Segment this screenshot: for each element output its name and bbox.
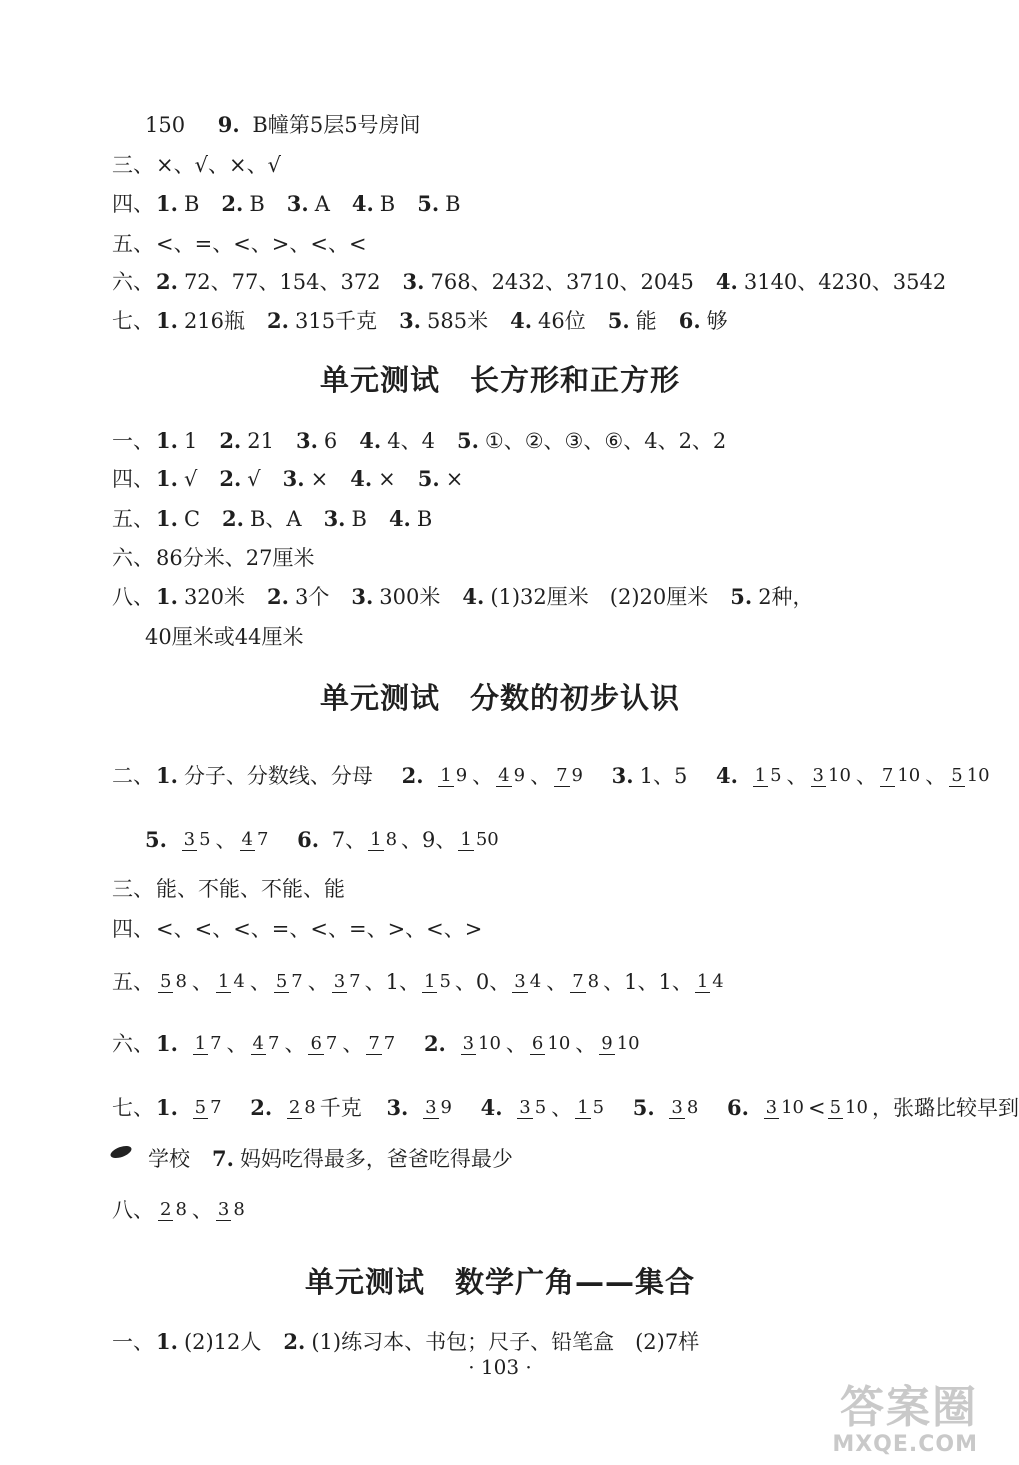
s1-line-liu: 六、86分米、27厘米 <box>112 545 315 570</box>
page-number: · 103 · <box>468 1355 532 1379</box>
fraction: 2 8 <box>288 1096 316 1118</box>
line-si: 四、1. B 2. B 3. A 4. B 5. B <box>112 190 461 216</box>
s1-line-ba: 八、1. 320米 2. 3个 3. 300米 4. (1)32厘米 (2)20厘米 5. 2种， <box>112 583 814 609</box>
section-title-fractions: 单元测试 分数的初步认识 <box>319 681 680 715</box>
fraction: 3 8 <box>671 1096 699 1118</box>
fraction: 3 5 <box>183 828 211 850</box>
fraction: 1 5 <box>754 764 782 786</box>
s3-line-yi: 一、1. (2)12人 2. (1)练习本、书包；尺子、铅笔盒 (2)7样 <box>112 1328 700 1354</box>
s2-line-qi-cont: 学校 7. 妈妈吃得最多，爸爸吃得最少 <box>148 1145 513 1171</box>
fraction: 5 7 <box>194 1096 222 1118</box>
fraction: 9 10 <box>601 1032 640 1054</box>
fraction: 7 8 <box>572 970 600 992</box>
fraction: 3 7 <box>333 970 361 992</box>
s1-line-si: 四、1. √ 2. √ 3. × 4. × 5. × <box>112 465 464 491</box>
line-liu: 六、2. 72、77、154、372 3. 768、2432、3710、2045 4. 3140、4230、3542 <box>112 268 947 294</box>
s1-line-wu: 五、1. C 2. B、A 3. B 4. B <box>112 505 433 531</box>
line-wu: 五、<、=、<、>、<、< <box>112 231 367 256</box>
fraction: 3 10 <box>812 764 851 786</box>
line-continuation-9: 150 9. B幢第5层5号房间 <box>145 111 421 137</box>
fraction: 5 10 <box>951 764 990 786</box>
section-title-rectangles: 单元测试 长方形和正方形 <box>319 363 680 397</box>
fraction: 1 9 <box>440 764 468 786</box>
ink-mark <box>109 1144 133 1161</box>
fraction: 2 8 <box>160 1198 187 1220</box>
fraction: 1 8 <box>370 828 398 850</box>
s2-line-si: 四、<、<、<、=、<、=、>、<、> <box>112 916 483 941</box>
s2-line-ba: 八、 2 8 、 3 8 <box>112 1197 245 1222</box>
fraction: 7 9 <box>556 764 583 786</box>
fraction: 5 7 <box>275 970 303 992</box>
fraction: 1 5 <box>424 970 451 992</box>
fraction: 1 7 <box>194 1032 222 1054</box>
fraction: 4 9 <box>498 764 526 786</box>
s2-line-wu: 五、 5 8 、 1 4 、 5 7 、 3 7 、1、 1 5 、0、 3 4 、 7 8 、1、1、 1 4 <box>112 969 724 994</box>
s2-line-qi: 七、1. 5 7 2. 2 8 千克 3. 3 9 4. 3 5 、 1 5 5. 3 8 6. 3 10 < 5 10 ，张璐比较早到 <box>112 1094 1019 1120</box>
watermark-en: MXQE.COM <box>832 1432 978 1457</box>
fraction: 3 4 <box>514 970 542 992</box>
fraction: 6 7 <box>310 1032 338 1054</box>
fraction: 7 7 <box>368 1032 396 1054</box>
fraction: 5 8 <box>160 970 187 992</box>
fraction: 1 5 <box>577 1096 605 1118</box>
fraction: 1 4 <box>217 970 245 992</box>
fraction: 7 10 <box>881 764 921 786</box>
s1-line-ba-cont: 40厘米或44厘米 <box>145 624 304 649</box>
section-title-sets: 单元测试 数学广角——集合 <box>304 1265 695 1299</box>
fraction: 3 10 <box>462 1032 501 1054</box>
watermark-cn: 答案圈 <box>840 1382 978 1433</box>
fraction: 1 50 <box>460 828 499 850</box>
fraction: 4 7 <box>252 1032 280 1054</box>
s2-line-san: 三、能、不能、不能、能 <box>112 876 345 901</box>
line-qi: 七、1. 216瓶 2. 315千克 3. 585米 4. 46位 5. 能 6. 够 <box>112 307 728 333</box>
fraction: 3 5 <box>519 1096 547 1118</box>
fraction: 3 8 <box>217 1198 245 1220</box>
fraction: 5 10 <box>829 1096 868 1118</box>
fraction: 1 4 <box>696 970 724 992</box>
watermark <box>832 1383 978 1457</box>
line-san: 三、×、√、×、√ <box>112 152 281 177</box>
fraction: 3 9 <box>425 1096 452 1118</box>
s1-line-yi: 一、1. 1 2. 21 3. 6 4. 4、4 5. ①、②、③、⑥、4、2、2 <box>112 427 727 453</box>
fraction: 3 10 <box>765 1096 804 1118</box>
s2-line-er: 二、1. 分子、分数线、分母 2. 1 9 、 4 9 、 7 9 3. 1、5 4. 1 5 、 3 10 、 7 10 、 5 10 <box>112 762 990 788</box>
s2-line-er-cont: 5. 3 5 、 4 7 6. 7、 1 8 、9、 1 50 <box>145 826 499 852</box>
fraction: 6 10 <box>531 1032 571 1054</box>
fraction: 4 7 <box>241 828 269 850</box>
s2-line-liu: 六、1. 1 7 、 4 7 、 6 7 、 7 7 2. 3 10 、 6 10 、 9 10 <box>112 1030 640 1056</box>
